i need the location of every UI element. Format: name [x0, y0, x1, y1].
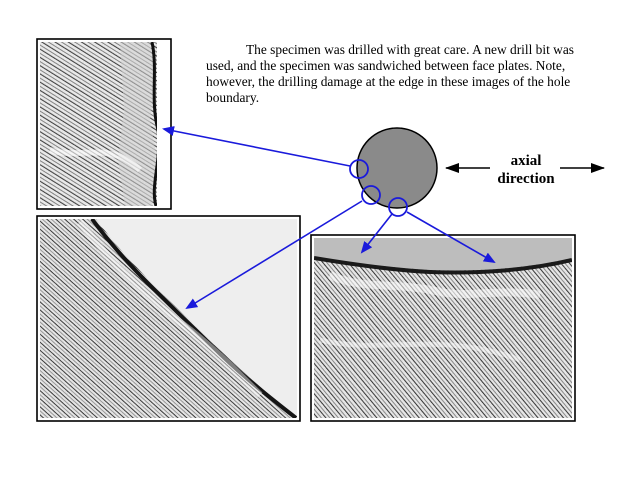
axial-direction-label — [480, 152, 572, 188]
micrograph-top-left — [37, 39, 171, 209]
axial-label-line2: direction — [497, 171, 555, 187]
caption-text: The specimen was drilled with great care. A new drill bit was used, and the specimen was sandwiched between face plates. Note, however, the drilling damage at the edge in these images of the hole boundary. — [206, 42, 574, 105]
arrow-to-top-left — [164, 129, 350, 166]
specimen-disk — [357, 128, 437, 208]
micrograph-bottom-right — [311, 235, 575, 421]
axial-label-line1: axial — [510, 153, 542, 169]
micrograph-bottom-left — [37, 216, 300, 421]
